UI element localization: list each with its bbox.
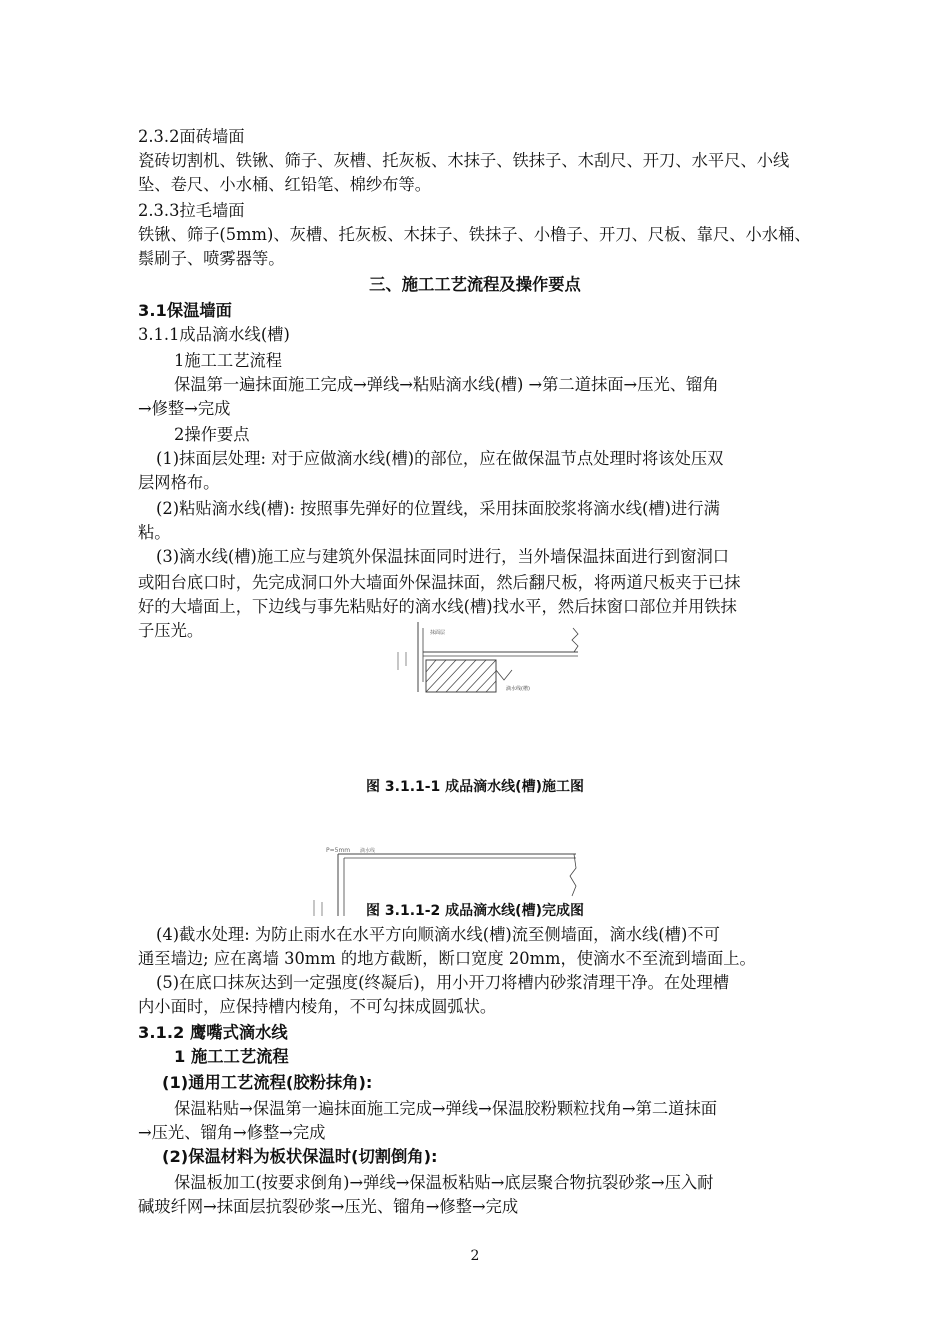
fig1-label: 滴水线(槽) <box>506 686 530 692</box>
page-number: 2 <box>470 1248 480 1264</box>
paragraph-line: 2操作要点 <box>174 425 250 444</box>
paragraph-line: →修整→完成 <box>138 399 231 418</box>
paragraph-line: 通至墙边; 应在离墙 30mm 的地方截断，断口宽度 20mm，使滴水不至流到墙面上。 <box>138 949 756 968</box>
subsection-heading: 3.1保温墙面 <box>138 301 232 320</box>
subsection-heading: 2.3.2面砖墙面 <box>138 127 245 146</box>
subsection-heading: (1)通用工艺流程(胶粉抹角): <box>162 1073 373 1092</box>
paragraph-line: 瓷砖切割机、铁锹、筛子、灰槽、托灰板、木抹子、铁抹子、木刮尺、开刀、水平尺、小线 <box>138 151 790 170</box>
paragraph-line: 保温第一遍抹面施工完成→弹线→粘贴滴水线(槽) →第二道抹面→压光、镏角 <box>174 375 719 394</box>
paragraph-line: (4)截水处理: 为防止雨水在水平方向顺滴水线(槽)流至侧墙面，滴水线(槽)不可 <box>156 925 720 944</box>
paragraph-line: (1)抹面层处理: 对于应做滴水线(槽)的部位，应在做保温节点处理时将该处压双 <box>156 449 724 468</box>
paragraph-line: 坠、卷尺、小水桶、红铅笔、棉纱布等。 <box>138 175 432 194</box>
paragraph-line: 碱玻纤网→抹面层抗裂砂浆→压光、镏角→修整→完成 <box>138 1197 519 1216</box>
fig2-label: 滴水线 <box>360 848 376 854</box>
drip-line-construction-figure <box>378 622 588 698</box>
figure-caption: 图 3.1.1-2 成品滴水线(槽)完成图 <box>366 903 584 919</box>
paragraph-line: 保温板加工(按要求倒角)→弹线→保温板粘贴→底层聚合物抗裂砂浆→压入耐 <box>174 1173 714 1192</box>
paragraph-line: →压光、镏角→修整→完成 <box>138 1123 326 1142</box>
paragraph-line: 粘。 <box>138 523 171 542</box>
section-heading: 三、施工工艺流程及操作要点 <box>369 275 581 294</box>
paragraph-line: (5)在底口抹灰达到一定强度(终凝后)，用小开刀将槽内砂浆清理干净。在处理槽 <box>156 973 730 992</box>
subsection-heading: 2.3.3拉毛墙面 <box>138 201 245 220</box>
paragraph-line: (3)滴水线(槽)施工应与建筑外保温抹面同时进行，当外墙保温抹面进行到窗洞口 <box>156 547 730 566</box>
paragraph-line: 好的大墙面上，下边线与事先粘贴好的滴水线(槽)找水平，然后抹窗口部位并用铁抹 <box>138 597 737 616</box>
subsection-heading: 1 施工工艺流程 <box>174 1047 289 1066</box>
paragraph-line: 或阳台底口时，先完成洞口外大墙面外保温抹面，然后翻尺板，将两道尺板夹于已抹 <box>138 573 741 592</box>
paragraph-line: 子压光。 <box>138 621 204 640</box>
fig2-label: P=5mm <box>326 847 351 854</box>
paragraph-line: (2)粘贴滴水线(槽): 按照事先弹好的位置线，采用抹面胶浆将滴水线(槽)进行满 <box>156 499 720 518</box>
paragraph-line: 铁锹、筛子(5mm)、灰槽、托灰板、木抹子、铁抹子、小橹子、开刀、尺板、靠尺、小水桶、 <box>138 225 811 244</box>
paragraph-line: 鬃刷子、喷雾器等。 <box>138 249 285 268</box>
figure-caption: 图 3.1.1-1 成品滴水线(槽)施工图 <box>366 779 584 795</box>
fig1-label: 抹面层 <box>430 630 446 636</box>
subsection-heading: 3.1.2 鹰嘴式滴水线 <box>138 1023 288 1042</box>
paragraph-line: 保温粘贴→保温第一遍抹面施工完成→弹线→保温胶粉颗粒找角→第二道抹面 <box>174 1099 718 1118</box>
subsection-heading: 3.1.1成品滴水线(槽) <box>138 325 290 344</box>
subsection-heading: (2)保温材料为板状保温时(切割倒角): <box>162 1147 438 1166</box>
paragraph-line: 1施工工艺流程 <box>174 351 283 370</box>
paragraph-line: 内小面时，应保持槽内棱角，不可勾抹成圆弧状。 <box>138 997 497 1016</box>
paragraph-line: 层网格布。 <box>138 473 220 492</box>
